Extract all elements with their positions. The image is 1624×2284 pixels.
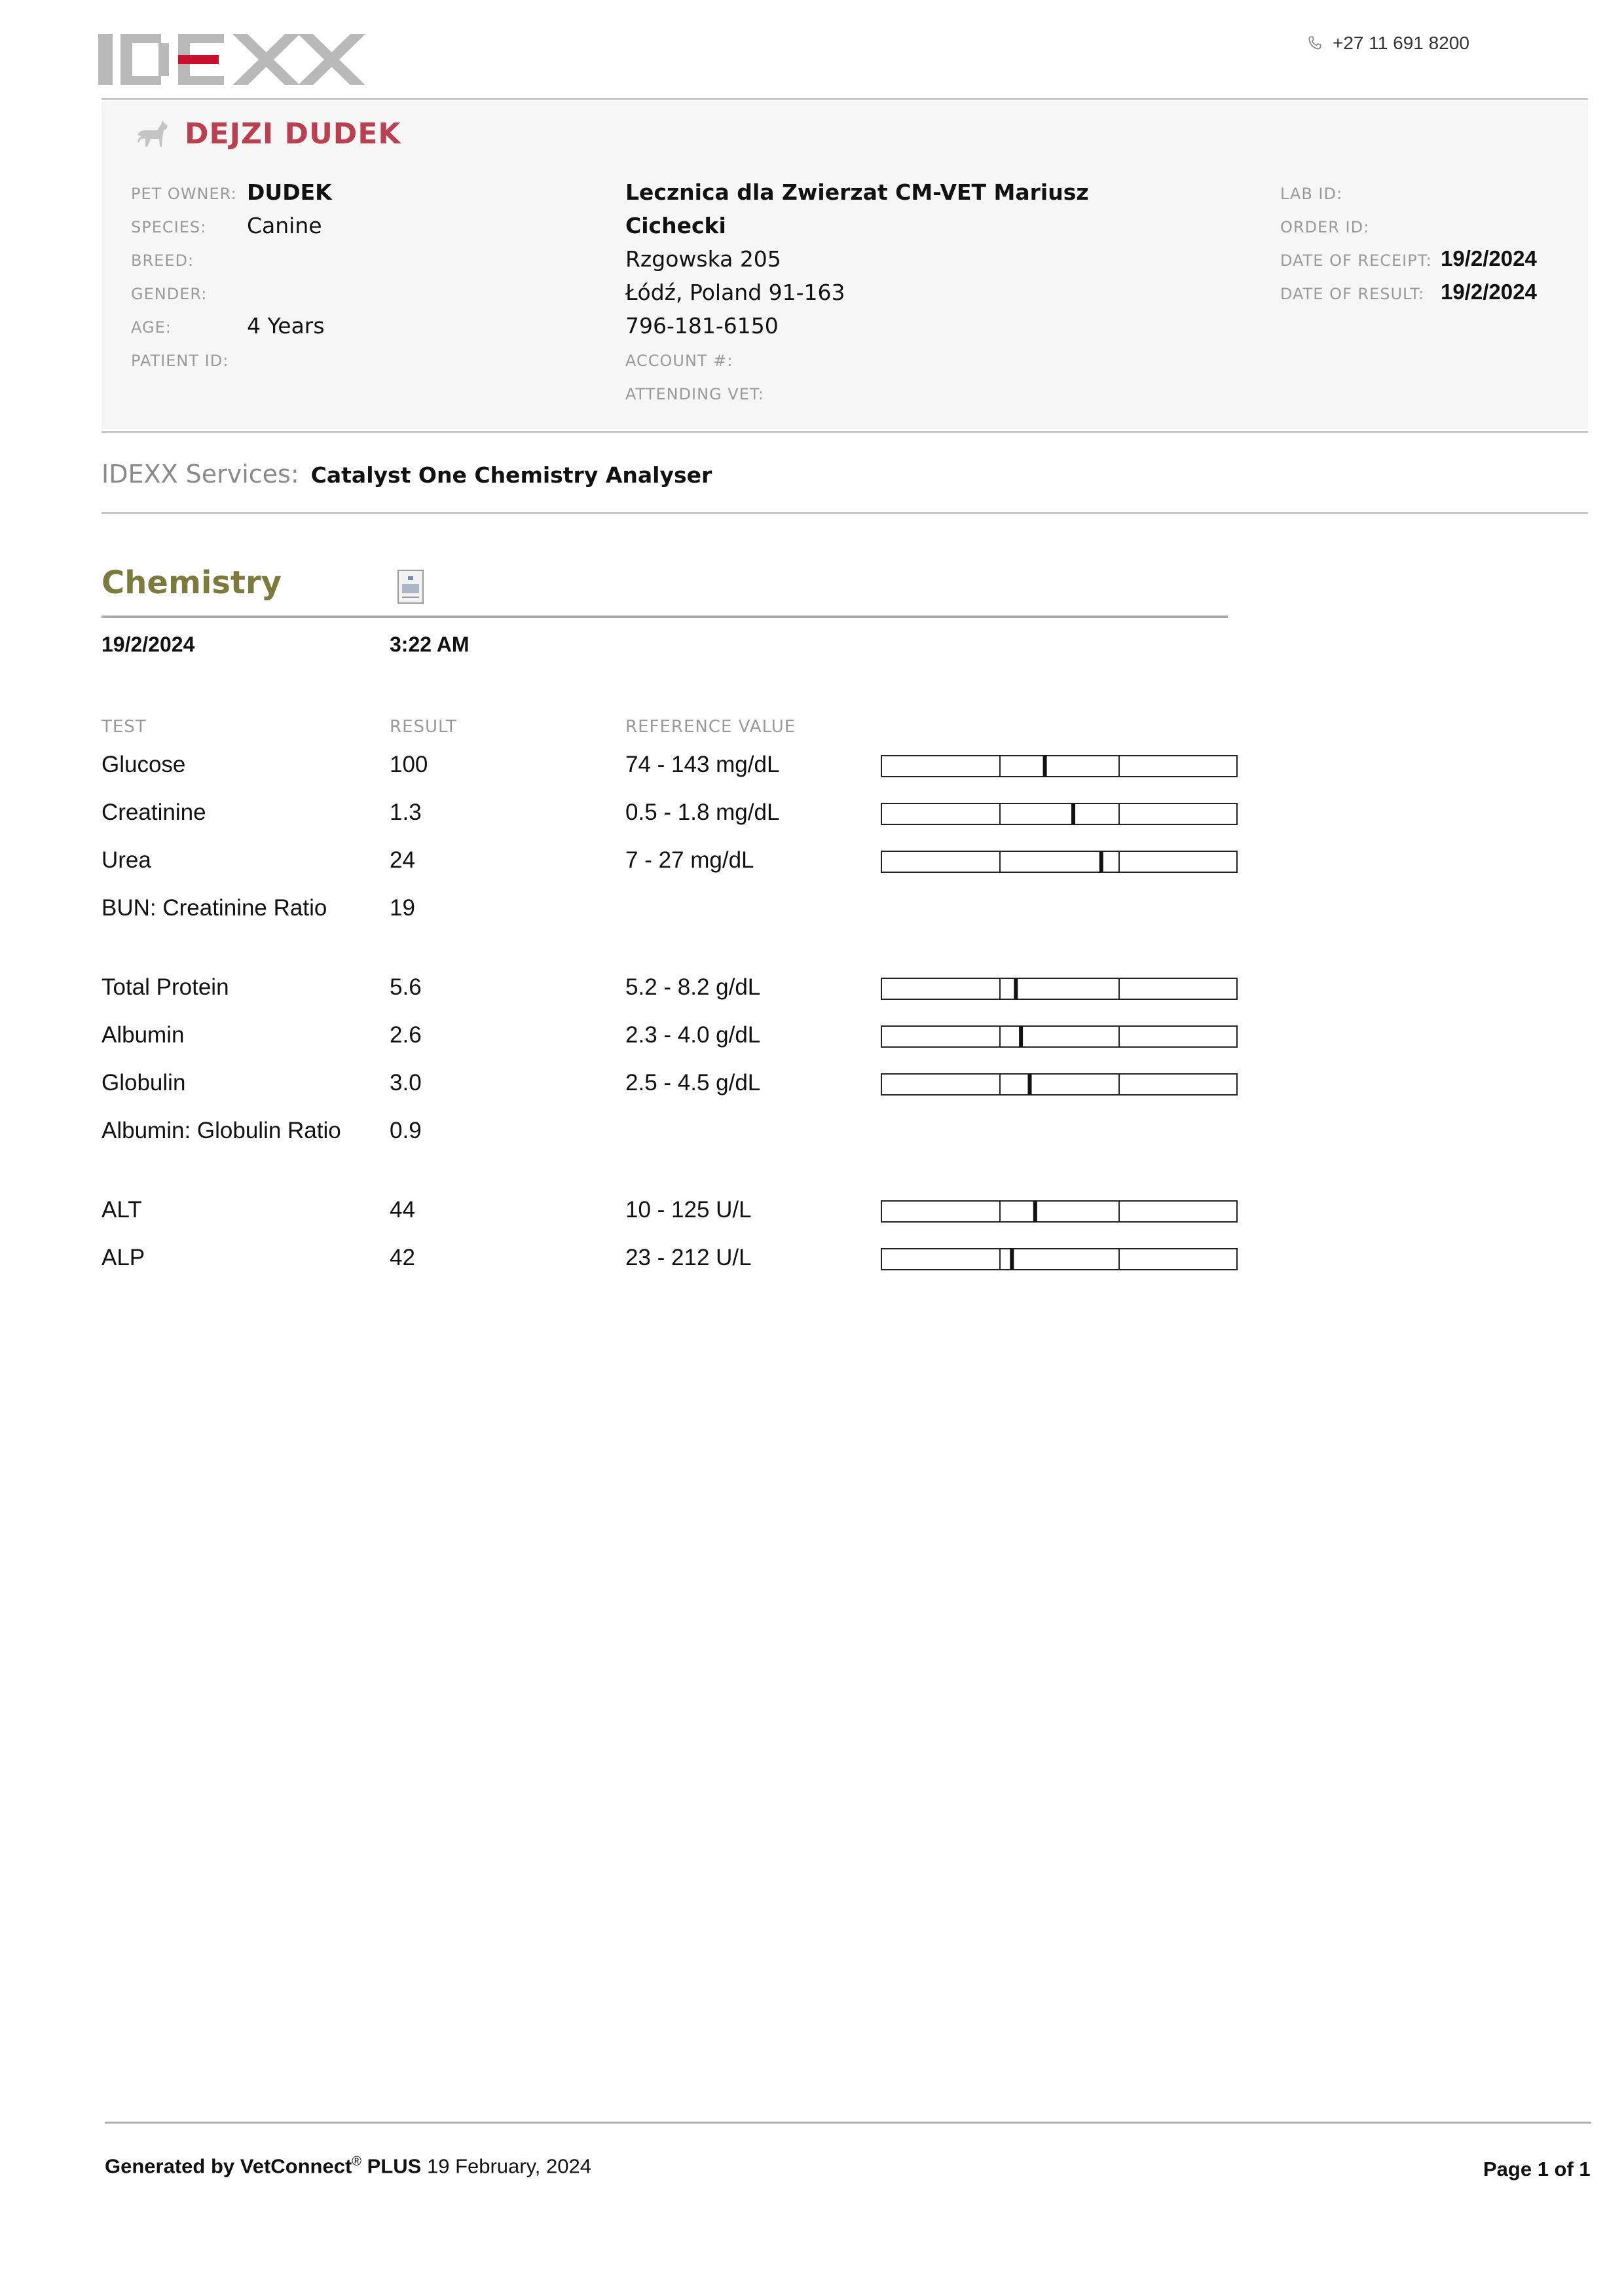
species-value: Canine	[247, 213, 322, 238]
range-bar-frame	[881, 1201, 1237, 1222]
attending-vet-label: ATTENDING VET:	[625, 385, 764, 403]
reference-range: 5.2 - 8.2 g/dL	[625, 974, 761, 1000]
result-marker	[1099, 851, 1103, 872]
gender-label: GENDER:	[131, 285, 208, 303]
breed-label: BREED:	[131, 251, 194, 270]
result-marker	[1014, 978, 1018, 999]
range-indicator-bar	[881, 803, 1238, 825]
date-of-receipt-value: 19/2/2024	[1441, 246, 1537, 270]
date-of-result-label: DATE OF RESULT:	[1280, 285, 1425, 303]
age-value: 4 Years	[247, 313, 325, 339]
result-marker	[1071, 803, 1075, 824]
range-bar-frame	[881, 803, 1237, 824]
phone-icon	[1306, 35, 1323, 52]
column-header-result: RESULT	[390, 717, 457, 737]
test-result: 42	[390, 1245, 415, 1270]
range-bar-frame	[881, 851, 1237, 872]
patient-name-block	[131, 113, 401, 155]
test-name: Urea	[101, 847, 151, 873]
patient-band-rule	[101, 431, 1588, 433]
footer-generated	[105, 2154, 591, 2178]
test-result: 0.9	[390, 1118, 422, 1143]
reference-range: 2.3 - 4.0 g/dL	[625, 1022, 761, 1048]
test-name: ALT	[101, 1197, 142, 1223]
clinic-city: Łódź, Poland 91-163	[625, 280, 845, 305]
run-time: 3:22 AM	[390, 633, 470, 656]
reference-range: 23 - 212 U/L	[625, 1245, 752, 1270]
range-bar-frame	[881, 1026, 1237, 1047]
test-name: Total Protein	[101, 974, 229, 1000]
test-result: 3.0	[390, 1070, 422, 1096]
test-result: 5.6	[390, 974, 422, 1000]
test-result: 24	[390, 847, 415, 873]
range-bar-frame	[881, 1074, 1237, 1095]
range-indicator-bar	[881, 1200, 1238, 1223]
services-value: Catalyst One Chemistry Analyser	[310, 462, 712, 488]
test-name: Creatinine	[101, 800, 206, 825]
chemistry-title: Chemistry	[101, 564, 282, 601]
reference-range: 0.5 - 1.8 mg/dL	[625, 800, 780, 825]
test-name: BUN: Creatinine Ratio	[101, 895, 327, 921]
pet-owner-label: PET OWNER:	[131, 185, 237, 203]
services-rule	[101, 512, 1588, 514]
range-indicator-bar	[881, 755, 1238, 777]
test-result: 2.6	[390, 1022, 422, 1048]
footer-plus: PLUS	[367, 2154, 422, 2178]
reference-range: 7 - 27 mg/dL	[625, 847, 754, 873]
run-date: 19/2/2024	[101, 633, 195, 656]
test-name: Albumin	[101, 1022, 185, 1048]
range-bar-frame	[881, 1249, 1237, 1270]
footer-rule	[105, 2122, 1591, 2124]
document-icon[interactable]	[396, 568, 425, 605]
header-rule	[101, 98, 1588, 100]
test-result: 44	[390, 1197, 415, 1223]
pet-owner-value: DUDEK	[247, 179, 332, 205]
page-number: Page 1 of 1	[1483, 2158, 1591, 2181]
clinic-phone: 796-181-6150	[625, 313, 779, 339]
clinic-name-line2: Cichecki	[625, 213, 726, 238]
lab-phone-number: +27 11 691 8200	[1333, 33, 1469, 53]
reference-range: 10 - 125 U/L	[625, 1197, 752, 1223]
patient-id-label: PATIENT ID:	[131, 352, 229, 370]
age-label: AGE:	[131, 318, 172, 337]
range-indicator-bar	[881, 1025, 1238, 1048]
lab-phone	[1306, 33, 1469, 54]
services-label: IDEXX Services:	[101, 460, 299, 488]
result-marker	[1043, 756, 1047, 777]
date-of-result-value: 19/2/2024	[1441, 280, 1537, 304]
reference-range: 2.5 - 4.5 g/dL	[625, 1070, 761, 1096]
range-indicator-bar	[881, 851, 1238, 873]
range-bar-frame	[881, 978, 1237, 999]
clinic-street: Rzgowska 205	[625, 246, 781, 272]
test-name: ALP	[101, 1245, 145, 1270]
test-name: Albumin: Globulin Ratio	[101, 1118, 341, 1143]
clinic-name-line1: Lecznica dla Zwierzat CM-VET Mariusz	[625, 179, 1089, 205]
test-result: 19	[390, 895, 415, 921]
range-indicator-bar	[881, 1248, 1238, 1270]
range-bar-frame	[881, 756, 1237, 777]
date-of-receipt-label: DATE OF RECEIPT:	[1280, 251, 1432, 270]
result-marker	[1028, 1074, 1032, 1095]
test-result: 1.3	[390, 800, 422, 825]
test-result: 100	[390, 752, 428, 777]
test-name: Glucose	[101, 752, 186, 777]
footer-date: 19 February, 2024	[426, 2154, 591, 2178]
column-header-reference: REFERENCE VALUE	[625, 717, 796, 737]
patient-name: DEJZI DUDEK	[185, 117, 401, 151]
chemistry-rule	[101, 616, 1228, 618]
result-marker	[1010, 1249, 1014, 1270]
range-indicator-bar	[881, 978, 1238, 1000]
range-indicator-bar	[881, 1073, 1238, 1096]
account-label: ACCOUNT #:	[625, 352, 733, 370]
order-id-label: ORDER ID:	[1280, 218, 1370, 236]
lab-id-label: LAB ID:	[1280, 185, 1343, 203]
species-label: SPECIES:	[131, 218, 207, 236]
result-marker	[1019, 1026, 1023, 1047]
idexx-logo	[98, 31, 367, 88]
reference-range: 74 - 143 mg/dL	[625, 752, 780, 777]
result-marker	[1033, 1201, 1037, 1222]
footer-generated-by: Generated by VetConnect	[105, 2154, 352, 2178]
column-header-test: TEST	[101, 717, 147, 737]
dog-icon	[131, 113, 173, 155]
services-line	[101, 460, 712, 488]
footer-registered-mark: ®	[352, 2154, 362, 2169]
test-name: Globulin	[101, 1070, 186, 1096]
